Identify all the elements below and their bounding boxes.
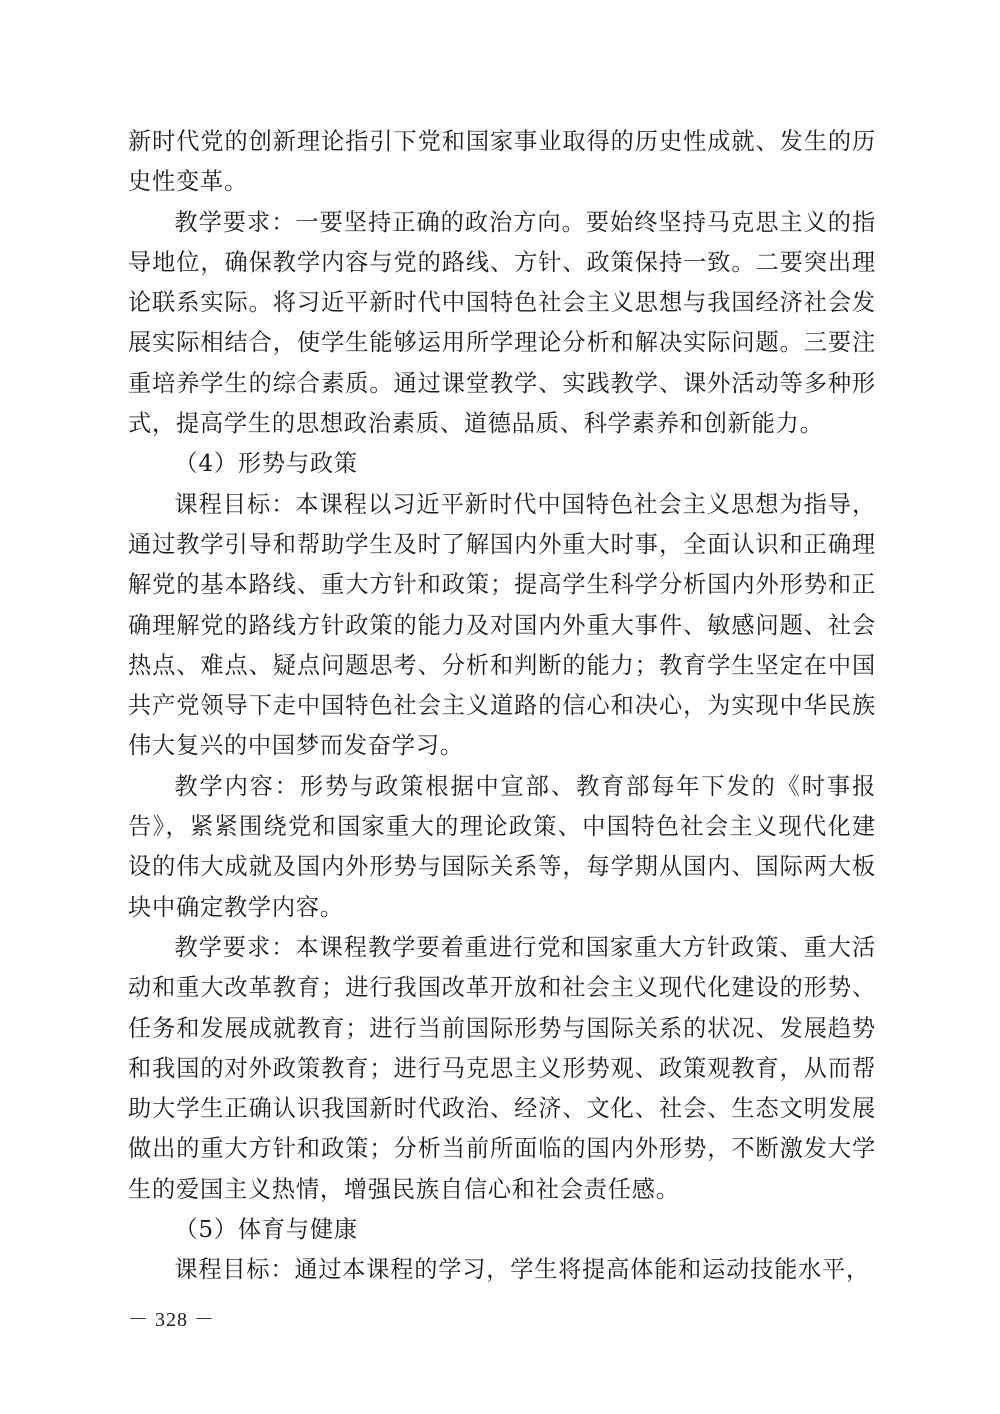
paragraph-teaching-requirements: 教学要求：一要坚持正确的政治方向。要始终坚持马克思主义的指导地位，确保教学内容与党的路线、方针、政策保持一致。二要突出理论联系实际。将习近平新时代中国特色社会主义思想与我国经济社会发展实际相结合，使学生能够运用所学理论分析和解决实际问题。三要注重培养学生的综合素质。通过课堂教学、实践教学、课外活动等多种形式，提高学生的思想政治素质、道德品质、科学素养和创新能力。 bbox=[128, 208, 876, 438]
paragraph-continued-text: 新时代党的创新理论指引下党和国家事业取得的历史性成就、发生的历史性变革。 bbox=[128, 128, 876, 196]
document-body bbox=[128, 122, 876, 1291]
section-heading-situation-and-policy: （4）形势与政策 bbox=[174, 450, 358, 478]
paragraph-pe-course-objectives: 课程目标：通过本课程的学习，学生将提高体能和运动技能水平， bbox=[174, 1256, 871, 1284]
paragraph-teaching-requirements-2: 教学要求：本课程教学要着重进行党和国家重大方针政策、重大活动和重大改革教育；进行我国改革开放和社会主义现代化建设的形势、任务和发展成就教育；进行当前国际形势与国际关系的状况、发展趋势和我国的对外政策教育；进行马克思主义形势观、政策观教育，从而帮助大学生正确认识我国新时代政治、经济、文化、社会、生态文明发展做出的重大方针和政策；分析当前所面临的国内外形势，不断激发大学生的爱国主义热情，增强民族自信心和社会责任感。 bbox=[128, 933, 876, 1203]
paragraph-teaching-content: 教学内容：形势与政策根据中宣部、教育部每年下发的《时事报告》，紧紧围绕党和国家重大的理论政策、中国特色社会主义现代化建设的伟大成就及国内外形势与国际关系等，每学期从国内、国际两大板块中确定教学内容。 bbox=[128, 772, 876, 921]
section-heading-physical-education: （5）体育与健康 bbox=[174, 1216, 358, 1244]
paragraph-course-objectives: 课程目标：本课程以习近平新时代中国特色社会主义思想为指导，通过教学引导和帮助学生及时了解国内外重大时事，全面认识和正确理解党的基本路线、重大方针和政策；提高学生科学分析国内外形势和正确理解党的路线方针政策的能力及对国内外重大事件、敏感问题、社会热点、难点、疑点问题思考、分析和判断的能力；教育学生坚定在中国共产党领导下走中国特色社会主义道路的信心和决心，为实现中华民族伟大复兴的中国梦而发奋学习。 bbox=[128, 490, 876, 760]
page-number: － 328 － bbox=[128, 1309, 215, 1331]
